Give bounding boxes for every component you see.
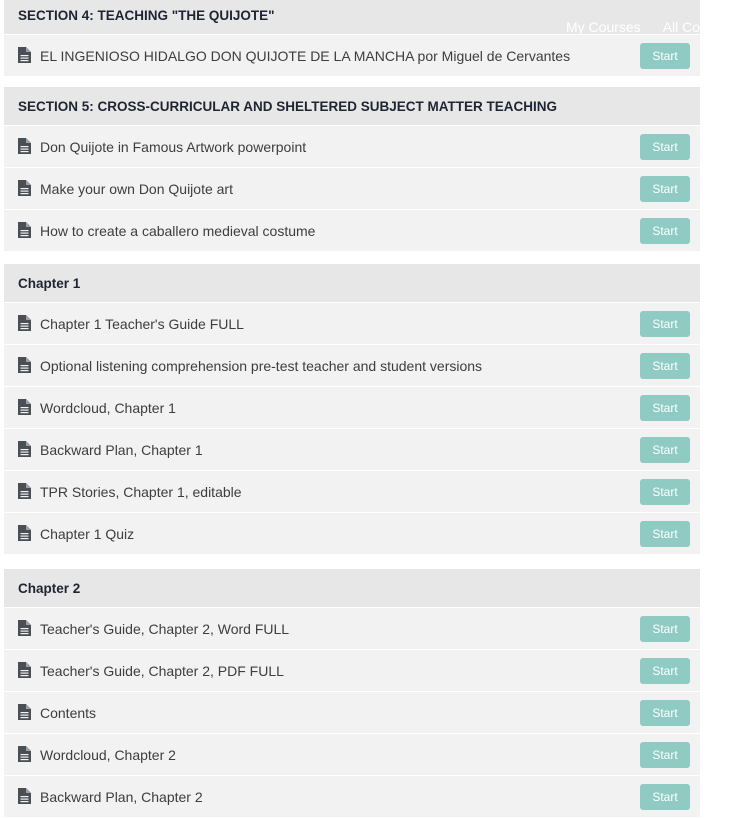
document-icon (18, 138, 31, 154)
lecture-title: Chapter 1 Quiz (40, 525, 135, 542)
section-title: SECTION 5: CROSS-CURRICULAR AND SHELTERED SUBJECT MATTER TEACHING (4, 87, 700, 125)
course-section (4, 569, 700, 817)
start-button[interactable]: Start (640, 353, 690, 379)
lecture-title: Make your own Don Quijote art (40, 180, 233, 197)
start-button[interactable]: Start (640, 700, 690, 726)
section-title: Chapter 2 (4, 569, 700, 607)
start-button[interactable]: Start (640, 311, 690, 337)
document-icon (18, 746, 31, 762)
lecture-row[interactable] (4, 691, 700, 733)
nav-all-courses[interactable]: All Courses (662, 19, 735, 35)
lecture-title: Backward Plan, Chapter 1 (40, 441, 203, 458)
lecture-title: Optional listening comprehension pre-test teacher and student versions (40, 357, 483, 374)
lecture-row[interactable] (4, 302, 700, 344)
nav-my-courses[interactable]: My Courses (566, 19, 641, 35)
document-icon (18, 525, 31, 541)
lecture-row[interactable] (4, 775, 700, 817)
lecture-title: Contents (40, 704, 97, 721)
document-icon (18, 704, 31, 720)
lecture-title: Teacher's Guide, Chapter 2, PDF FULL (40, 662, 284, 679)
start-button[interactable]: Start (640, 658, 690, 684)
document-icon (18, 662, 31, 678)
course-section (4, 87, 700, 251)
lecture-row[interactable] (4, 512, 700, 554)
lecture-row[interactable] (4, 607, 700, 649)
section-title: Chapter 1 (4, 264, 700, 302)
start-button[interactable]: Start (640, 479, 690, 505)
start-button[interactable]: Start (640, 218, 690, 244)
lecture-title: Wordcloud, Chapter 2 (40, 746, 176, 763)
start-button[interactable]: Start (640, 43, 690, 69)
top-nav (566, 19, 735, 37)
lecture-row[interactable] (4, 470, 700, 512)
document-icon (18, 441, 31, 457)
document-icon (18, 47, 31, 63)
document-icon (18, 483, 31, 499)
start-button[interactable]: Start (640, 742, 690, 768)
start-button[interactable]: Start (640, 176, 690, 202)
document-icon (18, 222, 31, 238)
lecture-row[interactable] (4, 209, 700, 251)
document-icon (18, 620, 31, 636)
lecture-title: Wordcloud, Chapter 1 (40, 399, 176, 416)
document-icon (18, 180, 31, 196)
course-section (4, 0, 700, 76)
lecture-title: Don Quijote in Famous Artwork powerpoint (40, 138, 307, 155)
lecture-title: Teacher's Guide, Chapter 2, Word FULL (40, 620, 290, 637)
document-icon (18, 399, 31, 415)
document-icon (18, 315, 31, 331)
lecture-title: EL INGENIOSO HIDALGO DON QUIJOTE DE LA MANCHA por Miguel de Cervantes (40, 47, 571, 64)
lecture-row[interactable] (4, 125, 700, 167)
start-button[interactable]: Start (640, 616, 690, 642)
course-section (4, 264, 700, 554)
start-button[interactable]: Start (640, 784, 690, 810)
start-button[interactable]: Start (640, 521, 690, 547)
lecture-row[interactable] (4, 733, 700, 775)
start-button[interactable]: Start (640, 395, 690, 421)
document-icon (18, 788, 31, 804)
start-button[interactable]: Start (640, 134, 690, 160)
lecture-row[interactable] (4, 344, 700, 386)
start-button[interactable]: Start (640, 437, 690, 463)
lecture-title: How to create a caballero medieval costume (40, 222, 316, 239)
lecture-title: Backward Plan, Chapter 2 (40, 788, 203, 805)
lecture-row[interactable] (4, 34, 700, 76)
lecture-row[interactable] (4, 167, 700, 209)
section-title: SECTION 4: TEACHING "THE QUIJOTE" (4, 0, 700, 34)
lecture-row[interactable] (4, 649, 700, 691)
lecture-title: TPR Stories, Chapter 1, editable (40, 483, 242, 500)
lecture-row[interactable] (4, 386, 700, 428)
lecture-title: Chapter 1 Teacher's Guide FULL (40, 315, 244, 332)
lecture-row[interactable] (4, 428, 700, 470)
document-icon (18, 357, 31, 373)
